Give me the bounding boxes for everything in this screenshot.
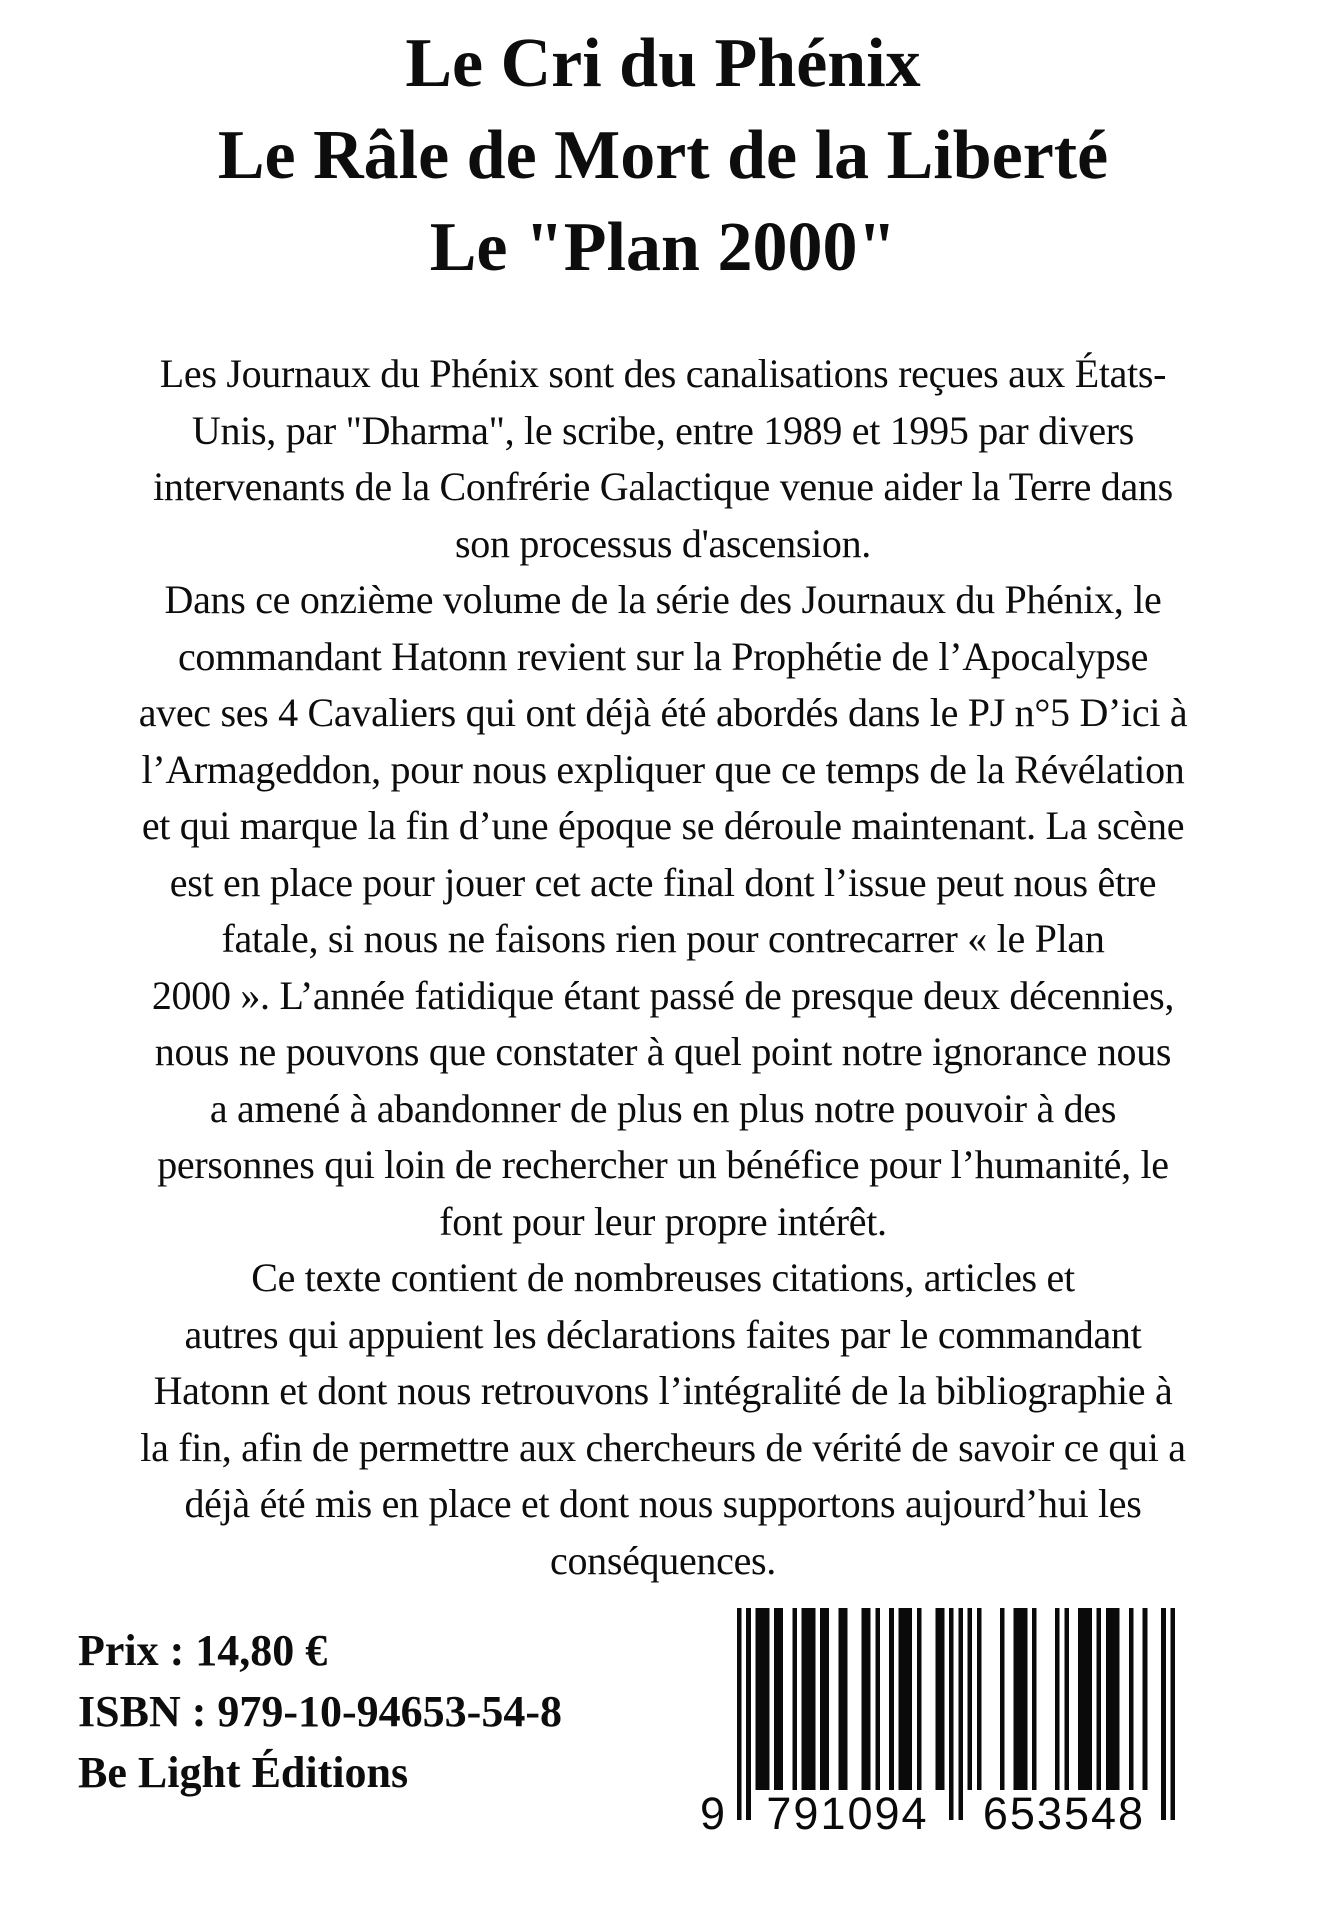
price-line: Prix : 14,80 € [78, 1626, 328, 1675]
description-line: son processus d'ascension. [454, 520, 871, 566]
description-line: Dans ce onzième volume de la série des Journaux du Phénix, le [164, 577, 1162, 622]
description-line: personnes qui loin de rechercher un bénéfice pour l’humanité, le [157, 1142, 1169, 1187]
description-line: la fin, afin de permettre aux chercheurs de vérité de savoir ce qui a [140, 1424, 1186, 1470]
barcode-right-group: 653548 [982, 1788, 1146, 1839]
description-line: déjà été mis en place et dont nous supportons aujourd’hui les [184, 1481, 1142, 1526]
description-line: intervenants de la Confrérie Galactique venue aider la Terre dans [153, 464, 1173, 509]
description-line: Ce texte contient de nombreuses citations, articles et [251, 1255, 1075, 1300]
barcode-lead-digit: 9 [700, 1788, 726, 1839]
isbn-line: ISBN : 979-10-94653-54-8 [78, 1687, 562, 1736]
title-line: Le "Plan 2000" [429, 209, 897, 286]
description-line: 2000 ». L’année fatidique étant passé de presque deux décennies, [151, 972, 1175, 1018]
title-line: Le Cri du Phénix [405, 25, 921, 102]
ean13-barcode [700, 1608, 1180, 1843]
publisher-line: Be Light Éditions [78, 1748, 409, 1797]
description-line: fatale, si nous ne faisons rien pour contrecarrer « le Plan [221, 916, 1105, 961]
description-line: Hatonn et dont nous retrouvons l’intégralité de la bibliographie à [153, 1368, 1173, 1413]
description-line: l’Armageddon, pour nous expliquer que ce temps de la Révélation [141, 746, 1185, 792]
barcode-digits [700, 1788, 1180, 1840]
description-line: a amené à abandonner de plus en plus notre pouvoir à des [209, 1085, 1117, 1131]
description-line: Les Journaux du Phénix sont des canalisations reçues aux États- [159, 351, 1167, 396]
publication-info [78, 1620, 562, 1803]
title-block [0, 18, 1326, 294]
description-line: et qui marque la fin d’une époque se déroule maintenant. La scène [141, 803, 1185, 848]
description-line: conséquences. [549, 1537, 776, 1583]
description-line: autres qui appuient les déclarations faites par le commandant [184, 1311, 1142, 1357]
title-line: Le Râle de Mort de la Liberté [217, 117, 1109, 194]
description-line: commandant Hatonn revient sur la Prophétie de l’Apocalypse [177, 633, 1149, 679]
description-line: nous ne pouvons que constater à quel point notre ignorance nous [154, 1029, 1172, 1074]
barcode-left-group: 791094 [766, 1788, 929, 1839]
description-line: est en place pour jouer cet acte final dont l’issue peut nous être [169, 859, 1157, 905]
description-line: Unis, par "Dharma", le scribe, entre 1989 et 1995 par divers [191, 407, 1135, 453]
description-line: avec ses 4 Cavaliers qui ont déjà été abordés dans le PJ n°5 D’ici à [138, 690, 1188, 735]
description-line: font pour leur propre intérêt. [439, 1198, 887, 1244]
description-block [0, 346, 1326, 1589]
